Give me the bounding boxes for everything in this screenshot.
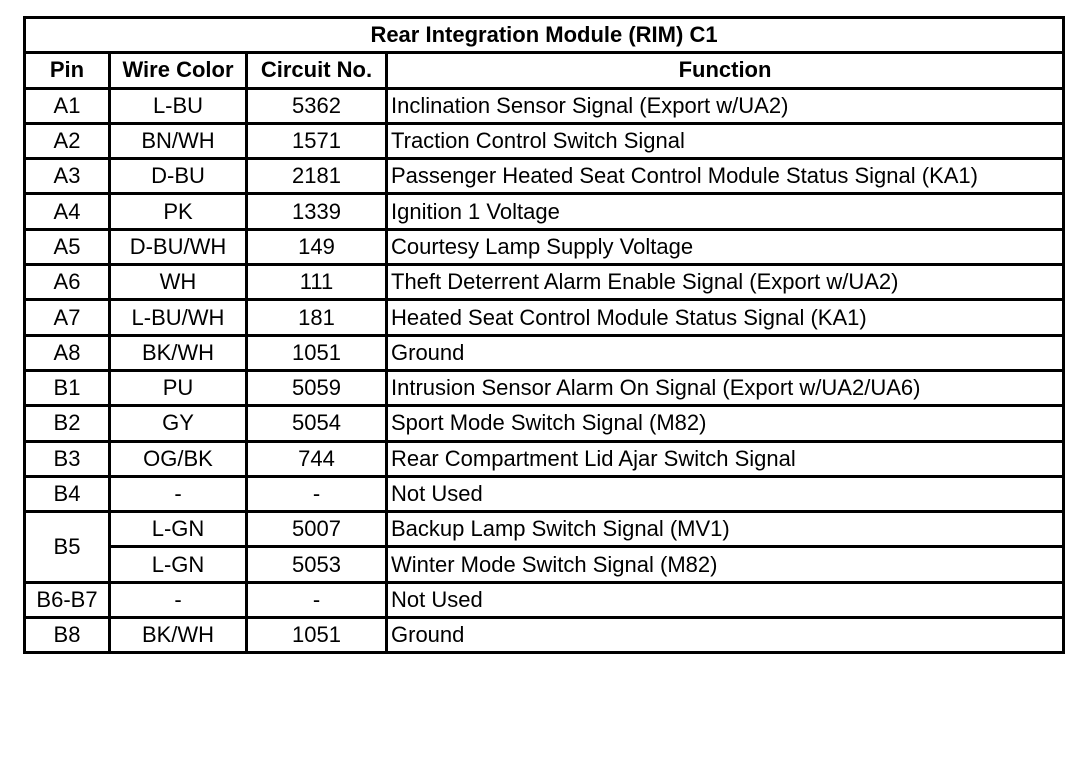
table-header-row [25, 53, 1064, 88]
pin-cell: A6 [25, 265, 110, 300]
function-cell: Traction Control Switch Signal [387, 123, 1064, 158]
circuit-cell: 1571 [247, 123, 387, 158]
wire-color-cell: GY [110, 406, 247, 441]
function-cell: Not Used [387, 582, 1064, 617]
table-row [25, 441, 1064, 476]
table-row [25, 618, 1064, 653]
header-wire-color: Wire Color [110, 53, 247, 88]
pin-cell: A1 [25, 88, 110, 123]
function-cell: Ignition 1 Voltage [387, 194, 1064, 229]
pin-cell: A4 [25, 194, 110, 229]
circuit-cell: 181 [247, 300, 387, 335]
pinout-table [23, 16, 1065, 654]
wire-color-cell: - [110, 582, 247, 617]
circuit-cell: 1339 [247, 194, 387, 229]
function-cell: Courtesy Lamp Supply Voltage [387, 229, 1064, 264]
table-row [25, 88, 1064, 123]
pin-cell: B5 [25, 512, 110, 583]
circuit-cell: 5054 [247, 406, 387, 441]
header-circuit: Circuit No. [247, 53, 387, 88]
function-cell: Ground [387, 618, 1064, 653]
table-title-row [25, 18, 1064, 53]
table-row [25, 194, 1064, 229]
pinout-table-container [23, 16, 1065, 654]
wire-color-cell: WH [110, 265, 247, 300]
wire-color-cell: BK/WH [110, 618, 247, 653]
wire-color-cell: - [110, 476, 247, 511]
wire-color-cell: D-BU [110, 159, 247, 194]
wire-color-cell: BK/WH [110, 335, 247, 370]
table-row [25, 159, 1064, 194]
function-cell: Heated Seat Control Module Status Signal (KA1) [387, 300, 1064, 335]
wire-color-cell: L-GN [110, 547, 247, 582]
table-row [25, 582, 1064, 617]
circuit-cell: 5053 [247, 547, 387, 582]
table-row [25, 229, 1064, 264]
function-cell: Passenger Heated Seat Control Module Status Signal (KA1) [387, 159, 1064, 194]
pin-cell: B8 [25, 618, 110, 653]
wire-color-cell: L-GN [110, 512, 247, 547]
function-cell: Theft Deterrent Alarm Enable Signal (Export w/UA2) [387, 265, 1064, 300]
wire-color-cell: PU [110, 370, 247, 405]
pin-cell: A7 [25, 300, 110, 335]
table-row [25, 512, 1064, 547]
circuit-cell: 1051 [247, 618, 387, 653]
table-row [25, 406, 1064, 441]
pin-cell: A5 [25, 229, 110, 264]
circuit-cell: 149 [247, 229, 387, 264]
wire-color-cell: D-BU/WH [110, 229, 247, 264]
function-cell: Rear Compartment Lid Ajar Switch Signal [387, 441, 1064, 476]
circuit-cell: 111 [247, 265, 387, 300]
circuit-cell: 744 [247, 441, 387, 476]
circuit-cell: - [247, 476, 387, 511]
circuit-cell: - [247, 582, 387, 617]
wire-color-cell: L-BU/WH [110, 300, 247, 335]
pin-cell: B4 [25, 476, 110, 511]
pin-cell: A3 [25, 159, 110, 194]
function-cell: Intrusion Sensor Alarm On Signal (Export w/UA2/UA6) [387, 370, 1064, 405]
circuit-cell: 5059 [247, 370, 387, 405]
table-row [25, 123, 1064, 158]
function-cell: Backup Lamp Switch Signal (MV1) [387, 512, 1064, 547]
table-row [25, 547, 1064, 582]
table-row [25, 335, 1064, 370]
function-cell: Inclination Sensor Signal (Export w/UA2) [387, 88, 1064, 123]
wire-color-cell: PK [110, 194, 247, 229]
wire-color-cell: L-BU [110, 88, 247, 123]
pin-cell: B1 [25, 370, 110, 405]
header-pin: Pin [25, 53, 110, 88]
pin-cell: B3 [25, 441, 110, 476]
circuit-cell: 5007 [247, 512, 387, 547]
circuit-cell: 2181 [247, 159, 387, 194]
pin-cell: B2 [25, 406, 110, 441]
function-cell: Ground [387, 335, 1064, 370]
function-cell: Sport Mode Switch Signal (M82) [387, 406, 1064, 441]
circuit-cell: 1051 [247, 335, 387, 370]
wire-color-cell: OG/BK [110, 441, 247, 476]
table-row [25, 476, 1064, 511]
circuit-cell: 5362 [247, 88, 387, 123]
table-row [25, 370, 1064, 405]
function-cell: Not Used [387, 476, 1064, 511]
function-cell: Winter Mode Switch Signal (M82) [387, 547, 1064, 582]
table-title: Rear Integration Module (RIM) C1 [25, 18, 1064, 53]
pin-cell: A2 [25, 123, 110, 158]
table-row [25, 265, 1064, 300]
wire-color-cell: BN/WH [110, 123, 247, 158]
header-function: Function [387, 53, 1064, 88]
table-row [25, 300, 1064, 335]
pin-cell: A8 [25, 335, 110, 370]
pin-cell: B6-B7 [25, 582, 110, 617]
